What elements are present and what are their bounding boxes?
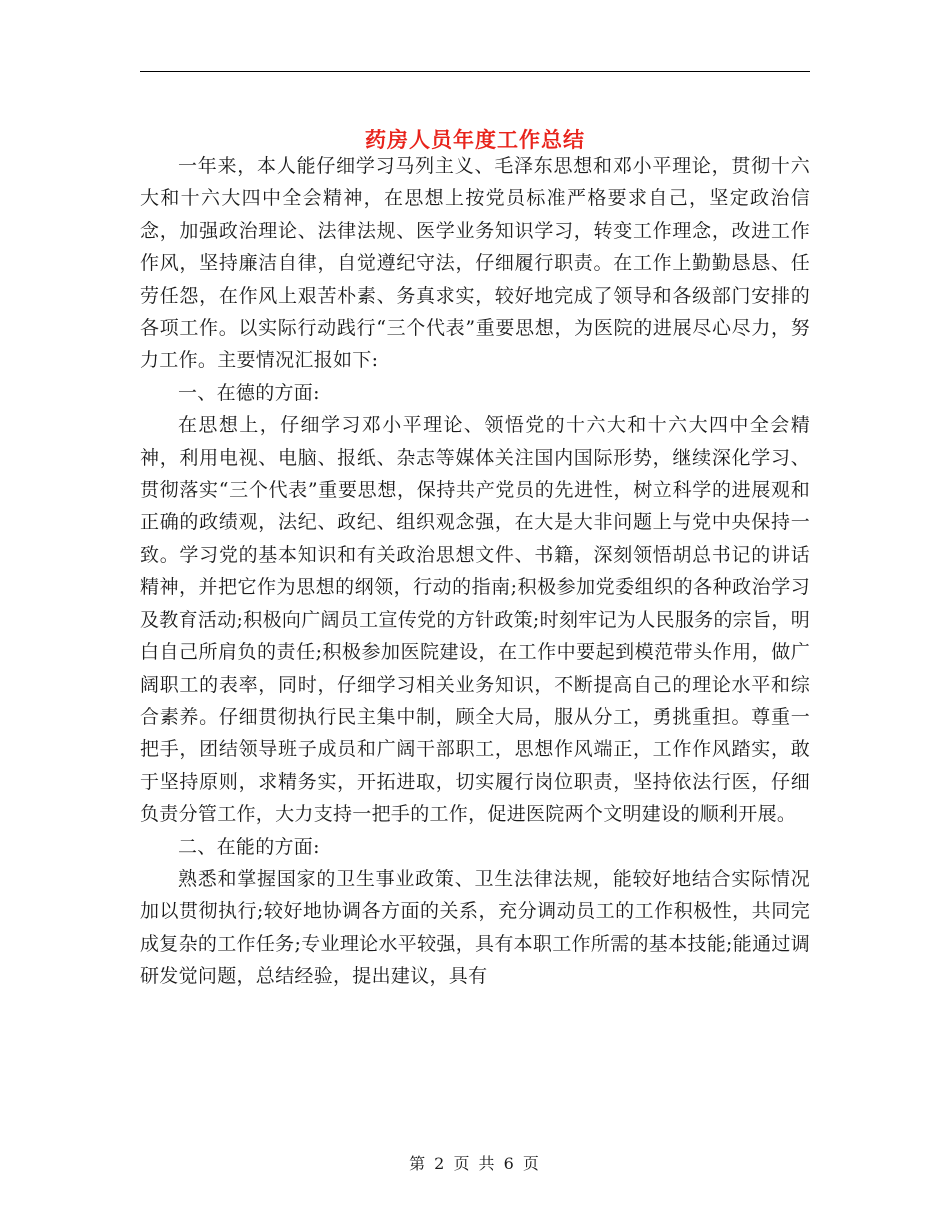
document-body: [140, 150, 810, 993]
document-title: 药房人员年度工作总结: [365, 127, 585, 153]
page-number-footer: 第 2 页 共 6 页: [409, 1154, 541, 1173]
body-paragraph-morality: 在思想上，仔细学习邓小平理论、领悟党的十六大和十六大四中全会精神，利用电视、电脑、报纸、杂志等媒体关注国内国际形势，继续深化学习、贯彻落实“三个代表”重要思想，保持共产党员的先进性，树立科学的进展观和正确的政绩观，法纪、政纪、组织观念强，在大是大非问题上与党中央保持一致。学习党的基本知识和有关政治思想文件、书籍，深刻领悟胡总书记的讲话精神，并把它作为思想的纲领，行动的指南;积极参加党委组织的各种政治学习及教育活动;积极向广阔员工宣传党的方针政策;时刻牢记为人民服务的宗旨，明白自己所肩负的责任;积极参加医院建设，在工作中要起到模范带头作用，做广阔职工的表率，同时，仔细学习相关业务知识，不断提高自己的理论水平和综合素养。仔细贯彻执行民主集中制，顾全大局，服从分工，勇挑重担。尊重一把手，团结领导班子成员和广阔干部职工，思想作风端正，工作作风踏实，敢于坚持原则，求精务实，开拓进取，切实履行岗位职责，坚持依法行医，仔细负责分管工作，大力支持一把手的工作，促进医院两个文明建设的顺利开展。: [140, 414, 810, 826]
body-paragraph-ability: 熟悉和掌握国家的卫生事业政策、卫生法律法规，能较好地结合实际情况加以贯彻执行;较好地协调各方面的关系，充分调动员工的工作积极性，共同完成复杂的工作任务;专业理论水平较强，具有本职工作所需的基本技能;能通过调研发觉问题，总结经验，提出建议，具有: [140, 867, 810, 988]
header-rule: [140, 71, 810, 72]
body-paragraph-intro: 一年来，本人能仔细学习马列主义、毛泽东思想和邓小平理论，贯彻十六大和十六大四中全会精神，在思想上按党员标准严格要求自己，坚定政治信念，加强政治理论、法律法规、医学业务知识学习，转变工作理念，改进工作作风，坚持廉洁自律，自觉遵纪守法，仔细履行职责。在工作上勤勤恳恳、任劳任怨，在作风上艰苦朴素、务真求实，较好地完成了领导和各级部门安排的各项工作。以实际行动践行“三个代表”重要思想，为医院的进展尽心尽力，努力工作。主要情况汇报如下:: [140, 155, 810, 372]
section-heading-ability: 二、在能的方面:: [178, 835, 320, 858]
section-heading-morality: 一、在德的方面:: [178, 381, 320, 404]
